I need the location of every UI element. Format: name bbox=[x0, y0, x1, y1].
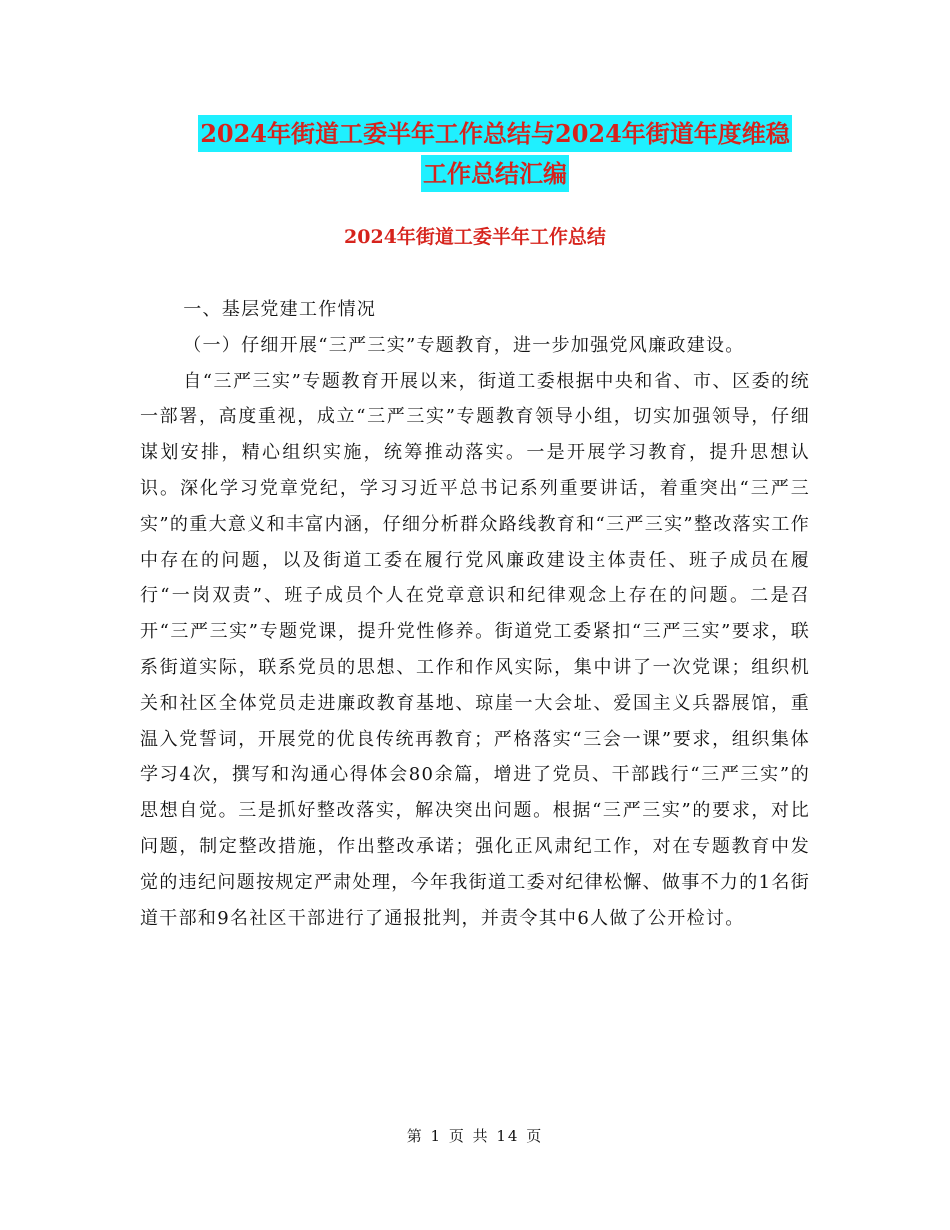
title-highlight: 工作总结汇编 bbox=[421, 155, 569, 192]
title-highlight: 2024年街道工委半年工作总结与2024年街道年度维稳 bbox=[198, 115, 792, 152]
document-title-line-1 bbox=[150, 112, 840, 156]
document-body bbox=[140, 292, 810, 936]
page-footer: 第 1 页 共 14 页 bbox=[406, 1127, 544, 1145]
section-heading: 一、基层党建工作情况 bbox=[183, 299, 377, 320]
subsection-heading: （一）仔细开展“三严三实”专题教育，进一步加强党风廉政建设。 bbox=[183, 334, 745, 356]
body-paragraph: 自“三严三实”专题教育开展以来，街道工委根据中央和省、市、区委的统一部署，高度重视，成立“三严三实”专题教育领导小组，切实加强领导，仔细谋划安排，精心组织实施，统筹推动落实。一是开展学习教育，提升思想认识。深化学习党章党纪，学习习近平总书记系列重要讲话，着重突出“三严三实”的重大意义和丰富内涵，仔细分析群众路线教育和“三严三实”整改落实工作中存在的问题，以及街道工委在履行党风廉政建设主体责任、班子成员在履行“一岗双责”、班子成员个人在党章意识和纪律观念上存在的问题。二是召开“三严三实”专题党课，提升党性修养。街道党工委紧扣“三严三实”要求，联系街道实际，联系党员的思想、工作和作风实际，集中讲了一次党课；组织机关和社区全体党员走进廉政教育基地、琼崖一大会址、爱国主义兵器展馆，重温入党誓词，开展党的优良传统再教育；严格落实“三会一课”要求，组织集体学习4次，撰写和沟通心得体会80余篇，增进了党员、干部践行“三严三实”的思想自觉。三是抓好整改落实，解决突出问题。根据“三严三实”的要求，对比问题，制定整改措施，作出整改承诺；强化正风肃纪工作，对在专题教育中发觉的违纪问题按规定严肃处理，今年我街道工委对纪律松懈、做事不力的1名街道干部和9名社区干部进行了通报批判，并责令其中6人做了公开检讨。 bbox=[140, 370, 810, 929]
document-title-line-2 bbox=[150, 152, 840, 196]
section-title: 2024年街道工委半年工作总结 bbox=[344, 226, 606, 248]
